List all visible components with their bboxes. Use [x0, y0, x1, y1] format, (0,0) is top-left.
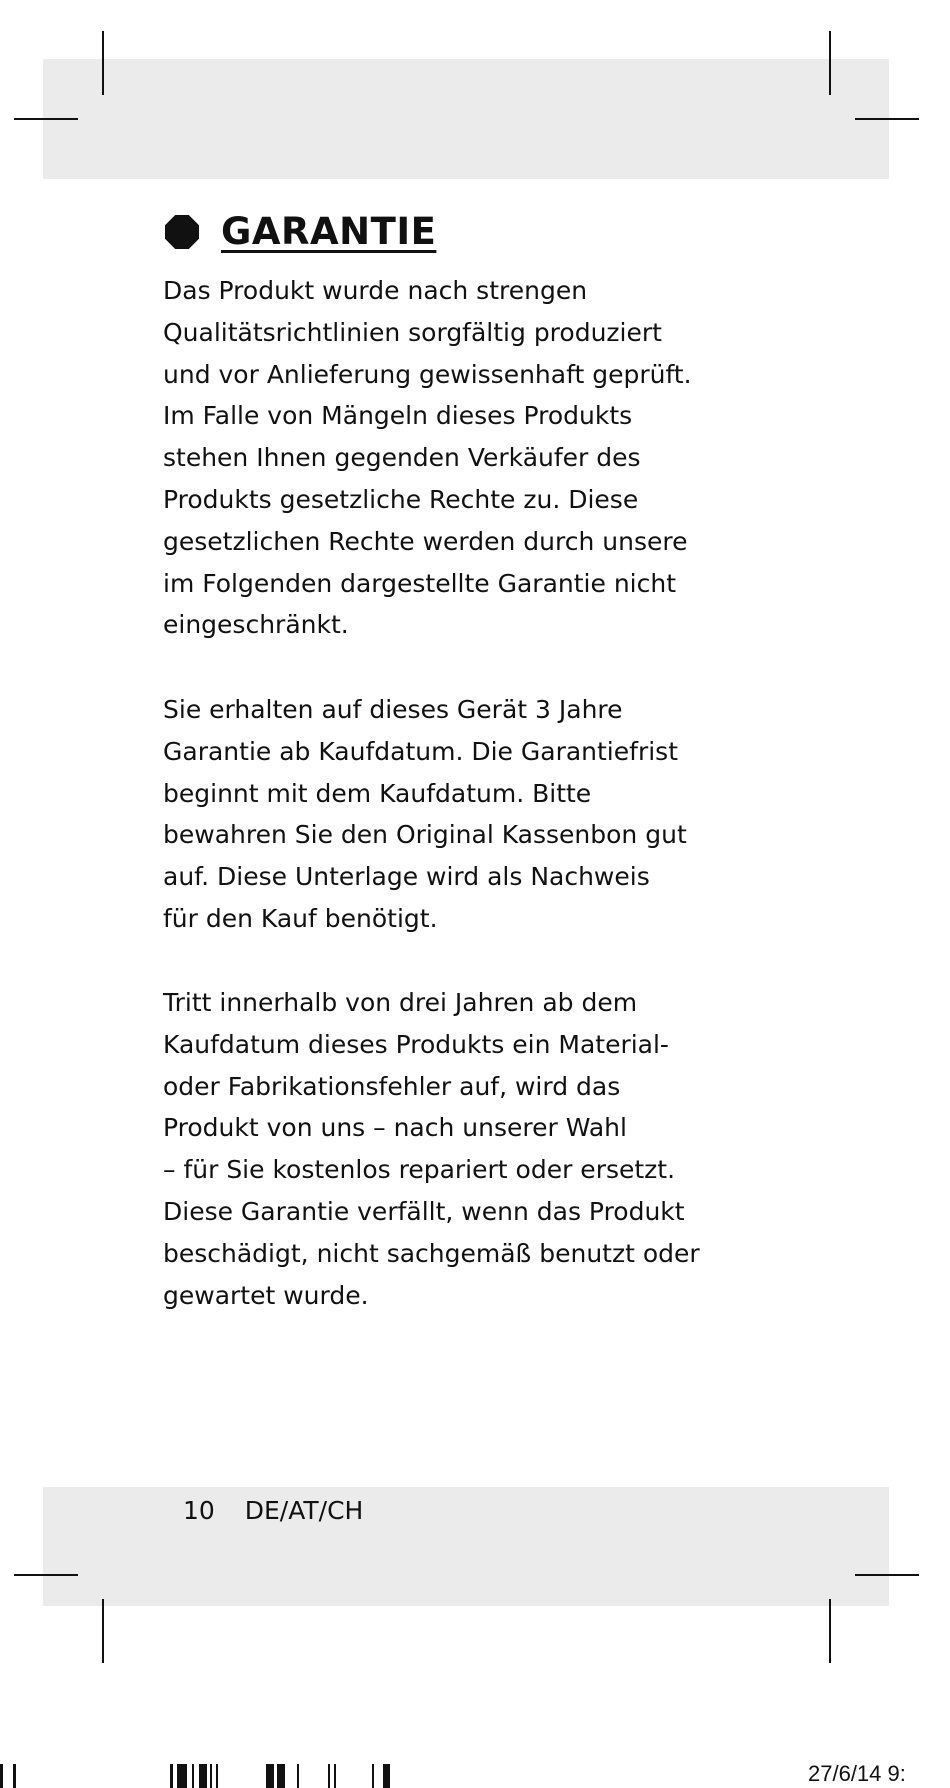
barcode-bar [177, 1764, 187, 1788]
barcode-bar [383, 1764, 390, 1788]
text-line: auf. Diese Unterlage wird als Nachweis [163, 862, 650, 892]
footer-band [43, 1487, 889, 1606]
page-footer [183, 1494, 363, 1528]
text-line: Das Produkt wurde nach strengen [163, 276, 588, 305]
crop-mark-bottom-left-vertical [102, 1599, 104, 1663]
text-line: Garantie ab Kaufdatum. Die Garantiefrist [163, 736, 678, 766]
text-line: beginnt mit dem Kaufdatum. Bitte [163, 778, 592, 808]
header-band [43, 59, 889, 179]
paragraph-warranty-period [163, 689, 783, 940]
barcode-bar [328, 1764, 330, 1788]
barcode-bar [0, 1764, 3, 1788]
paragraph-quality [163, 270, 783, 646]
crop-mark-bottom-right-horizontal [855, 1574, 919, 1576]
crop-mark-top-left-horizontal [14, 118, 78, 120]
crop-mark-top-left-vertical [102, 31, 104, 95]
page-number: 10 [183, 1496, 215, 1525]
crop-mark-bottom-right-vertical [829, 1599, 831, 1663]
barcode-bar [266, 1764, 274, 1788]
text-line: Tritt innerhalb von drei Jahren ab dem [163, 988, 638, 1017]
region-label: DE/AT/CH [244, 1496, 364, 1525]
print-date-stamp: 27/6/14 9: [808, 1761, 906, 1786]
crop-mark-top-right-vertical [829, 31, 831, 95]
barcode-bar [210, 1764, 212, 1788]
barcode-bar [334, 1764, 336, 1788]
text-line: im Folgenden dargestellte Garantie nicht [163, 568, 677, 598]
barcode-bar [277, 1764, 285, 1788]
text-line: Diese Garantie verfällt, wenn das Produkt [163, 1196, 685, 1226]
barcode-bar [216, 1764, 218, 1788]
paragraph-defects [163, 982, 783, 1316]
barcode-bar [170, 1764, 173, 1788]
text-line: Im Falle von Mängeln dieses Produkts [163, 401, 633, 431]
text-line: Kaufdatum dieses Produkts ein Material- [163, 1029, 669, 1059]
octagon-bullet-icon [165, 215, 199, 249]
text-line: – für Sie kostenlos repariert oder ersetzt. [163, 1155, 676, 1185]
barcode-bar [372, 1764, 374, 1788]
barcode-bar [297, 1764, 299, 1788]
text-line: stehen Ihnen gegenden Verkäufer des [163, 443, 641, 473]
section-title: GARANTIE [221, 210, 437, 253]
text-line: Sie erhalten auf dieses Gerät 3 Jahre [163, 695, 623, 724]
text-line: bewahren Sie den Original Kassenbon gut [163, 820, 687, 850]
text-line: gesetzlichen Rechte werden durch unsere [163, 526, 688, 556]
text-line: eingeschränkt. [163, 610, 349, 640]
barcode-bar [13, 1764, 16, 1788]
crop-mark-bottom-left-horizontal [14, 1574, 78, 1576]
text-line: Produkts gesetzliche Rechte zu. Diese [163, 484, 639, 514]
text-line: Qualitätsrichtlinien sorgfältig produziert [163, 317, 662, 347]
section-heading [165, 208, 436, 256]
text-line: für den Kauf benötigt. [163, 903, 438, 933]
barcode-bar [199, 1764, 207, 1788]
barcode-bar [192, 1764, 194, 1788]
text-line: gewartet wurde. [163, 1280, 369, 1310]
text-line: beschädigt, nicht sachgemäß benutzt oder [163, 1238, 700, 1268]
text-line: oder Fabrikationsfehler auf, wird das [163, 1071, 621, 1101]
text-line: und vor Anlieferung gewissenhaft geprüft. [163, 359, 692, 389]
crop-mark-top-right-horizontal [855, 118, 919, 120]
text-line: Produkt von uns – nach unserer Wahl [163, 1113, 627, 1143]
